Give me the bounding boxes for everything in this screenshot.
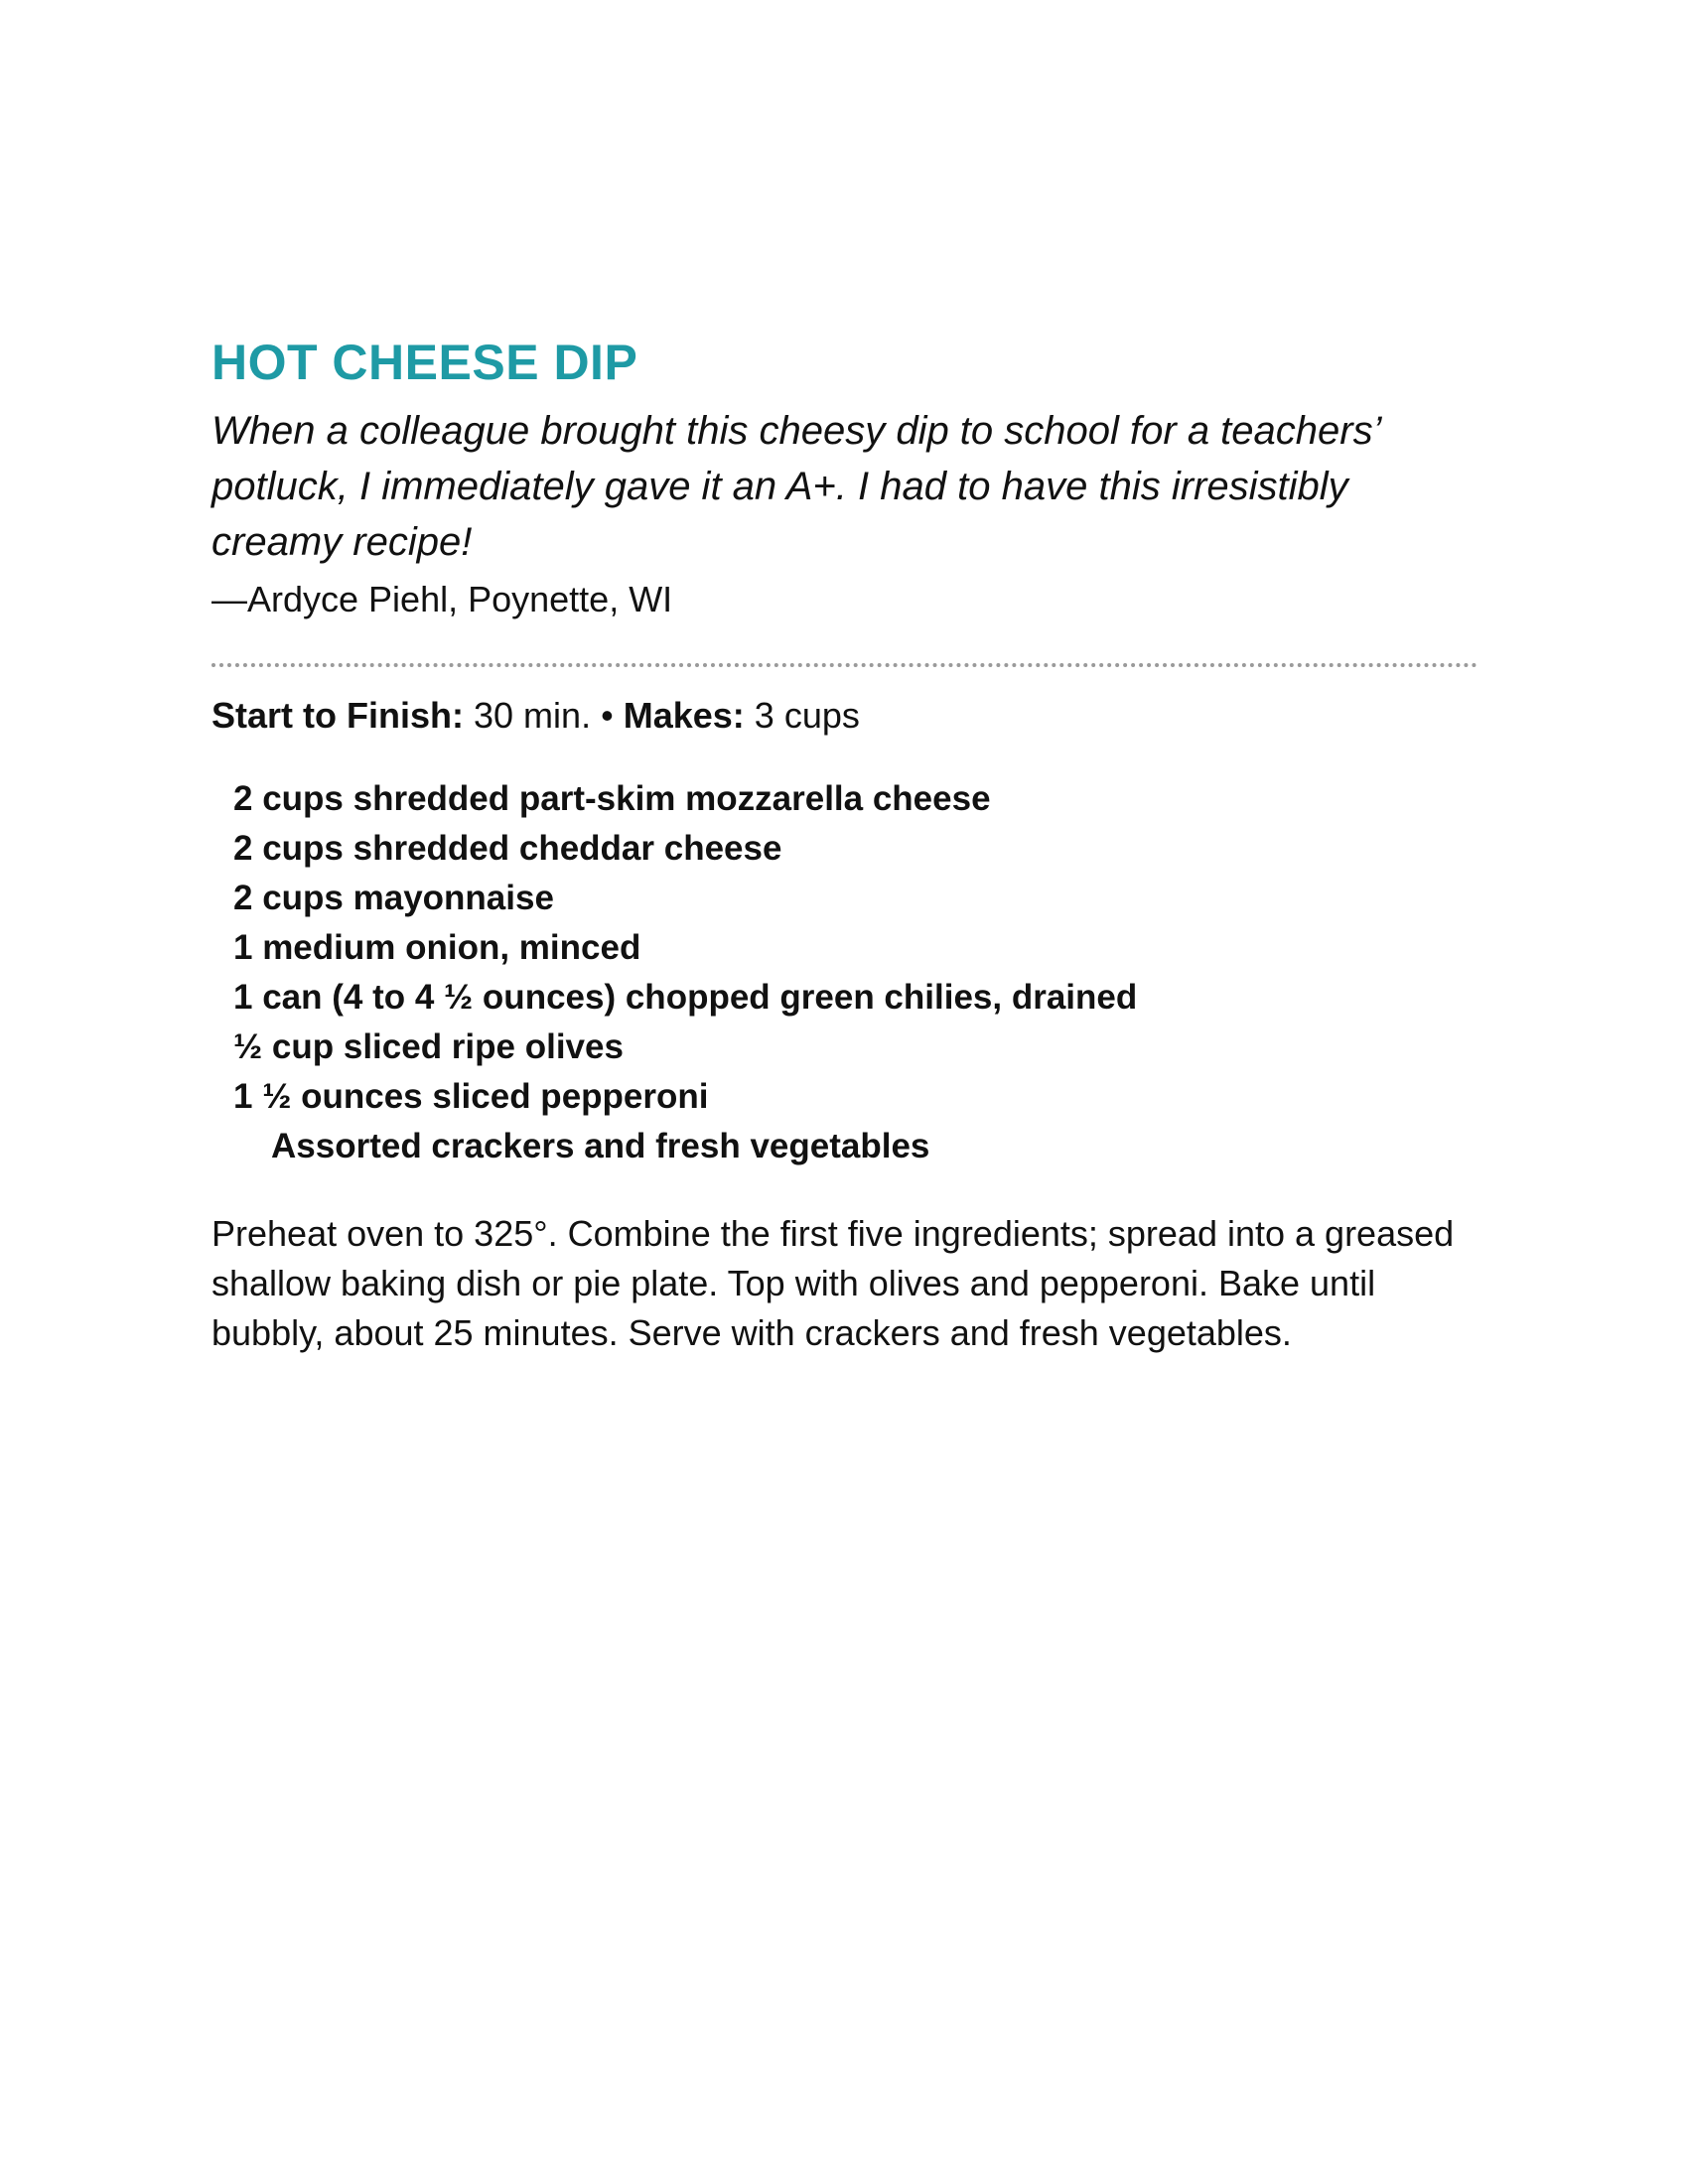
start-to-finish-value: 30 min. — [474, 695, 592, 736]
recipe-title: HOT CHEESE DIP — [211, 335, 638, 390]
ingredient-item: 2 cups shredded part-skim mozzarella cheese — [233, 779, 991, 818]
ingredient-item: 1 can (4 to 4 ½ ounces) chopped green chilies, drained — [233, 978, 1138, 1017]
ingredient-item: 1 medium onion, minced — [233, 928, 641, 967]
ingredient-item: 2 cups shredded cheddar cheese — [233, 829, 782, 868]
dotted-divider — [211, 663, 1477, 667]
recipe-byline: —Ardyce Piehl, Poynette, WI — [211, 579, 673, 619]
ingredient-item: ½ cup sliced ripe olives — [233, 1027, 624, 1066]
meta-separator: • — [601, 695, 614, 736]
ingredient-item: Assorted crackers and fresh vegetables — [271, 1127, 930, 1165]
start-to-finish-label: Start to Finish: — [211, 695, 464, 736]
makes-value: 3 cups — [754, 695, 860, 736]
recipe-intro: When a colleague brought this cheesy dip to school for a teachers’ potluck, I immediately gave it an A+. I had to have this irresistibly creamy recipe! — [211, 409, 1380, 564]
recipe-page — [211, 328, 1477, 1358]
ingredient-item: 2 cups mayonnaise — [233, 879, 554, 917]
recipe-directions: Preheat oven to 325°. Combine the first five ingredients; spread into a greased shallow baking dish or pie plate. Top with olives and pepperoni. Bake until bubbly, about 25 minutes. Serve with crackers and fresh vegetables. — [211, 1213, 1455, 1353]
recipe-meta — [211, 691, 1477, 741]
ingredient-item: 1 ½ ounces sliced pepperoni — [233, 1077, 709, 1116]
makes-label: Makes: — [623, 695, 745, 736]
ingredient-list — [233, 774, 1477, 1171]
